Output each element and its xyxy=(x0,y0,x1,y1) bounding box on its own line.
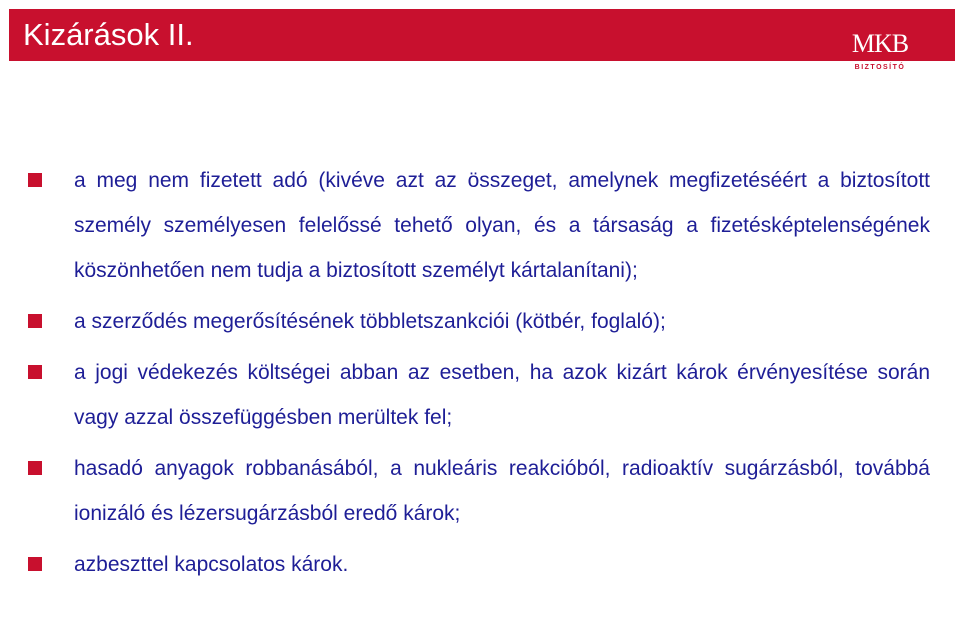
square-bullet-icon xyxy=(28,173,42,187)
bullet-text: a szerződés megerősítésének többletszankciói (kötbér, foglaló); xyxy=(74,310,666,333)
bullet-text: hasadó anyagok robbanásából, a nukleáris reakcióból, radioaktív sugárzásból, továbbá ionizáló és lézersugárzásból eredő károk; xyxy=(74,457,930,525)
bullet-list xyxy=(28,158,930,587)
bullet-item-legal-defense xyxy=(28,350,930,440)
logo-mark: MKB xyxy=(851,29,909,58)
square-bullet-icon xyxy=(28,461,42,475)
square-bullet-icon xyxy=(28,314,42,328)
bullet-text: azbeszttel kapcsolatos károk. xyxy=(74,553,349,576)
slide-title: Kizárások II. xyxy=(23,17,194,52)
bullet-item-nuclear xyxy=(28,446,930,536)
bullet-item-tax xyxy=(28,158,930,293)
bullet-text: a jogi védekezés költségei abban az esetben, ha azok kizárt károk érvényesítése során vagy azzal összefüggésben merültek fel; xyxy=(74,361,930,429)
square-bullet-icon xyxy=(28,557,42,571)
bullet-item-asbestos xyxy=(28,542,930,587)
title-bar xyxy=(9,9,955,61)
company-logo xyxy=(848,30,912,76)
bullet-item-contract-penalties xyxy=(28,299,930,344)
logo-subtitle: BIZTOSÍTÓ xyxy=(854,64,906,71)
bullet-text: a meg nem fizetett adó (kivéve azt az összeget, amelynek megfizetéséért a biztosított személy személyesen felelőssé tehető olyan, és a társaság a fizetésképtelenségének köszönhetően nem tudja a biztosított személyt kártalanítani); xyxy=(74,169,930,282)
square-bullet-icon xyxy=(28,365,42,379)
